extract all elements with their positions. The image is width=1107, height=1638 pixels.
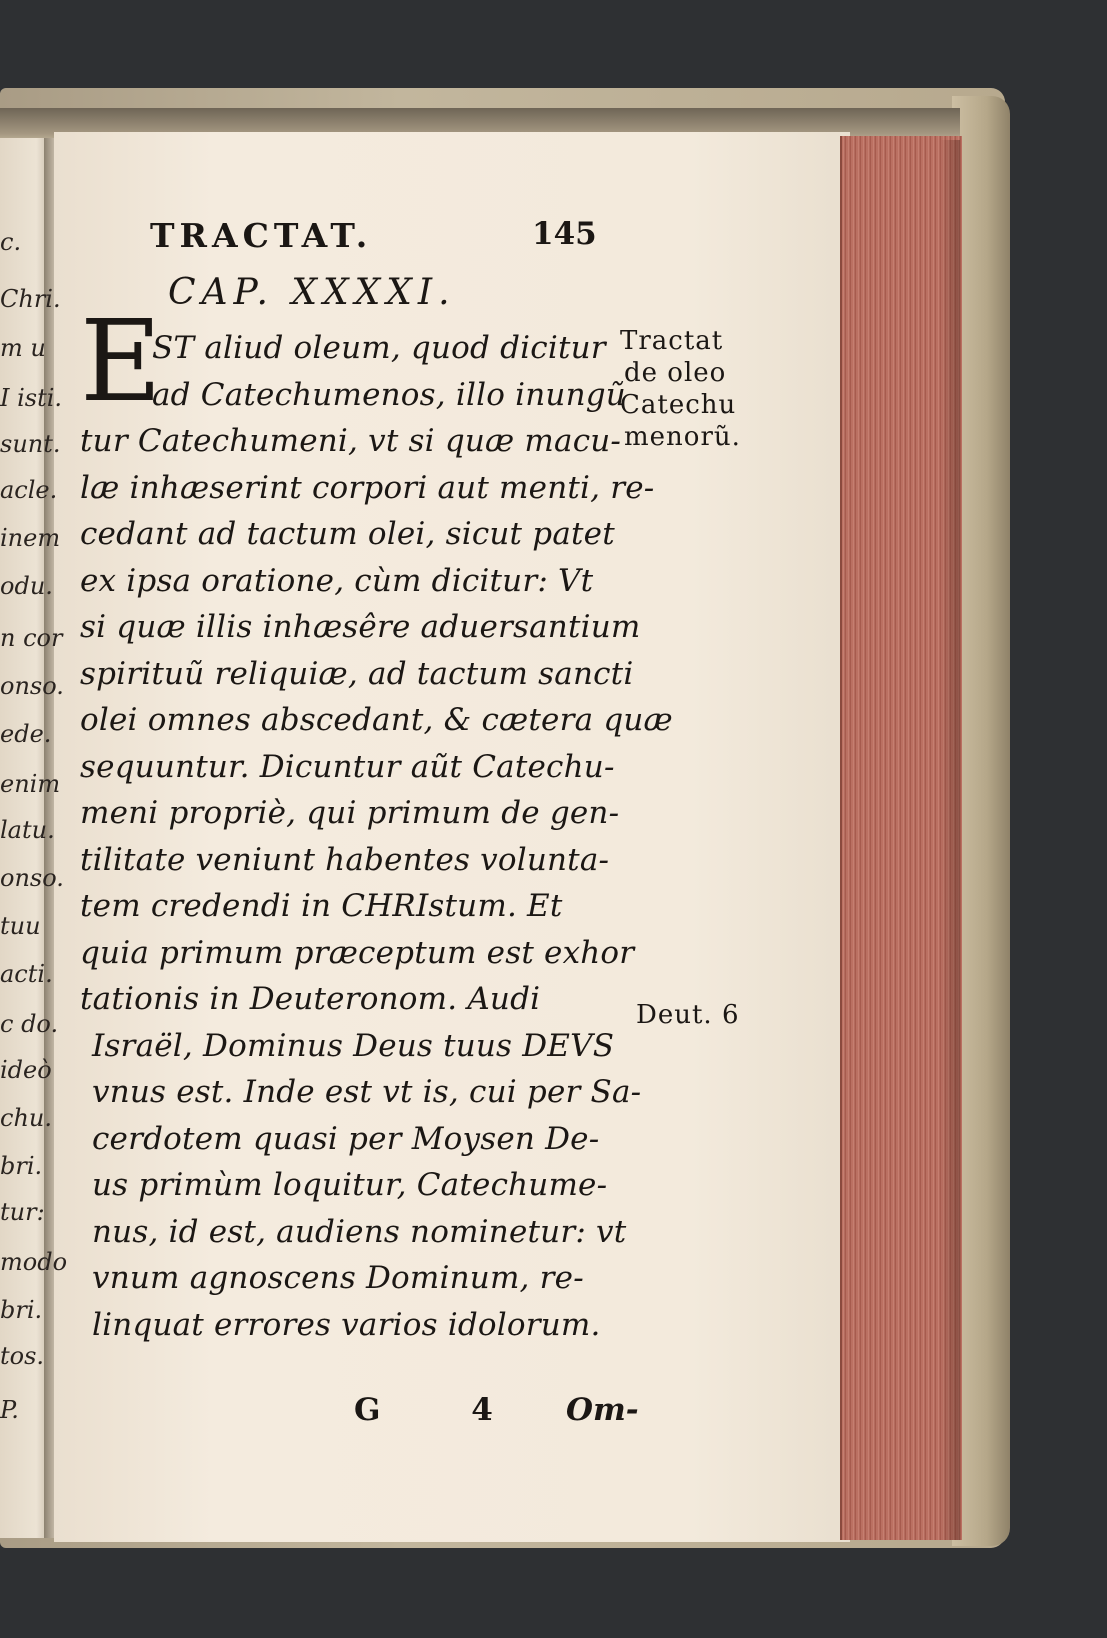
- facing-page-fragment: inem: [0, 524, 61, 552]
- facing-page-fragment: latu.: [0, 816, 55, 844]
- body-line: ST aliud oleum, quod dicitur: [152, 330, 606, 366]
- body-line: cedant ad tactum olei, sicut patet: [80, 516, 615, 552]
- facing-page-fragment: enim: [0, 770, 61, 798]
- body-line: linquat errores varios idolorum.: [92, 1306, 601, 1343]
- body-line: meni propriè, qui primum de gen-: [80, 795, 620, 831]
- body-line: ad Catechumenos, illo inungũ: [152, 376, 626, 413]
- facing-page-fragment: onso.: [0, 672, 64, 700]
- facing-page-fragment: tur:: [0, 1198, 45, 1226]
- facing-page-fragment: tuu: [0, 912, 41, 940]
- facing-page-fragment: P.: [0, 1396, 19, 1424]
- body-line: cerdotem quasi per Moysen De-: [92, 1120, 600, 1157]
- facing-page-fragment: bri.: [0, 1152, 43, 1180]
- body-line: si quæ illis inhæsêre aduersantium: [80, 609, 641, 645]
- body-line: tilitate veniunt habentes volunta-: [80, 841, 610, 878]
- facing-page-fragment: ideò: [0, 1056, 52, 1084]
- facing-page-fragment: odu.: [0, 572, 53, 600]
- margin-note-line: menorũ.: [624, 422, 741, 452]
- facing-page-fragment: I isti.: [0, 384, 63, 412]
- drop-initial: E: [80, 297, 162, 427]
- chapter-heading: CAP. XXXXI.: [168, 272, 456, 313]
- signature-mark: G 4: [354, 1392, 533, 1428]
- body-line: vnus est. Inde est vt is, cui per Sa-: [92, 1074, 642, 1110]
- body-line: læ inhæserint corpori aut menti, re-: [80, 469, 655, 506]
- facing-page-fragment: c do.: [0, 1010, 59, 1038]
- facing-page-fragment: chu.: [0, 1104, 52, 1132]
- body-line: sequuntur. Dicuntur aũt Catechu-: [80, 748, 615, 785]
- facing-page-fragment: modo: [0, 1248, 68, 1276]
- body-line: vnum agnoscens Dominum, re-: [92, 1260, 584, 1296]
- facing-page-fragment: acle.: [0, 476, 58, 504]
- fore-edge-shade: [940, 140, 960, 1540]
- margin-note-line: de oleo: [624, 358, 727, 388]
- facing-page-fragment: onso.: [0, 864, 64, 892]
- body-line: tem credendi in CHRIstum. Et: [80, 888, 563, 924]
- facing-page-fragment: sunt.: [0, 430, 61, 458]
- body-line: quia primum præceptum est exhor: [80, 934, 635, 971]
- facing-page-fragment: Chri.: [0, 285, 61, 313]
- facing-page-fragment: n cor: [0, 624, 63, 652]
- running-head: TRACTAT.: [150, 216, 373, 255]
- facing-page-fragment: c.: [0, 228, 22, 256]
- body-line: Israël, Dominus Deus tuus DEVS: [92, 1027, 615, 1064]
- body-line: tationis in Deuteronom. Audi: [80, 981, 541, 1017]
- body-line: spirituũ reliquiæ, ad tactum sancti: [80, 655, 634, 692]
- facing-page-fragment: tos.: [0, 1342, 45, 1370]
- facing-page-fragment: acti.: [0, 960, 53, 988]
- body-line: tur Catechumeni, vt si quæ macu-: [80, 423, 622, 459]
- margin-note-line: Tractat: [620, 326, 724, 356]
- page-number: 145: [532, 216, 597, 252]
- body-line: ex ipsa oratione, cùm dicitur: Vt: [80, 562, 594, 599]
- body-line: nus, id est, audiens nominetur: vt: [92, 1213, 627, 1250]
- margin-note-deut: Deut. 6: [636, 1000, 740, 1030]
- body-line: olei omnes abscedant, & cætera quæ: [80, 702, 673, 738]
- body-line: us primùm loquitur, Catechume-: [92, 1167, 608, 1203]
- catchword: Om-: [566, 1392, 639, 1428]
- facing-page-fragment: m u: [0, 334, 46, 362]
- facing-page-fragment: bri.: [0, 1296, 43, 1324]
- margin-note-line: Catechu: [620, 390, 737, 420]
- facing-page-fragment: ede.: [0, 720, 52, 748]
